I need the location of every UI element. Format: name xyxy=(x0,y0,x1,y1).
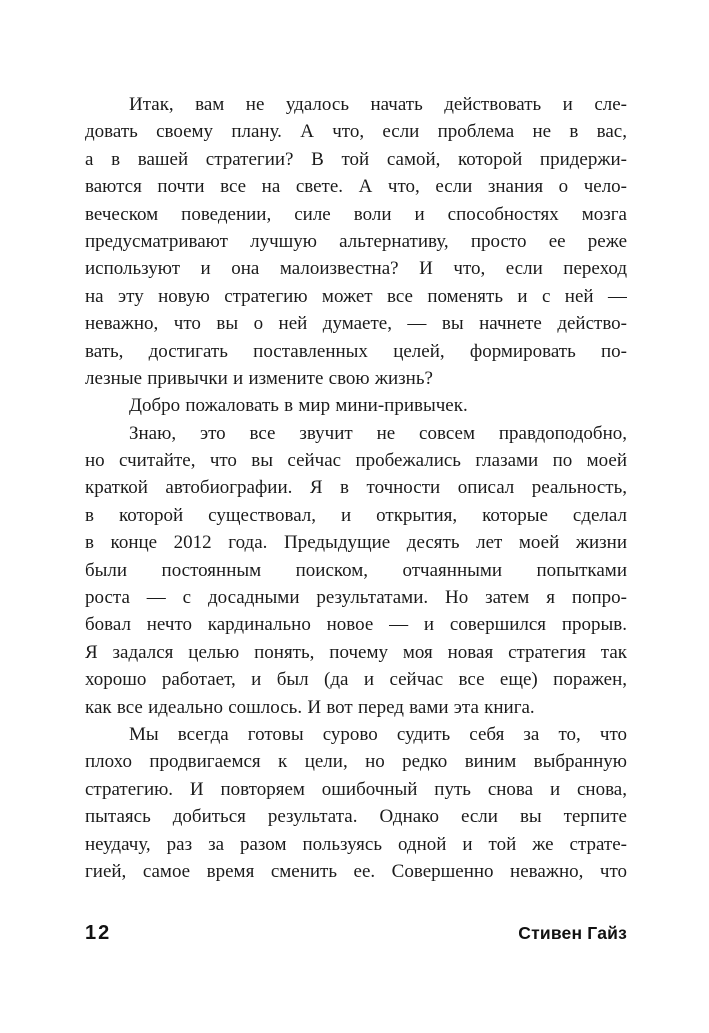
text-line: Добро пожаловать в мир мини-привычек. xyxy=(129,395,468,417)
text-line: веческом поведении, силе воли и способностях мозга xyxy=(85,203,627,225)
text-line: хорошо работает, и был (да и сейчас все еще) поражен, xyxy=(85,669,627,691)
text-line: предусматривают лучшую альтернативу, просто ее реже xyxy=(85,230,627,252)
text-line: Мы всегда готовы сурово судить себя за то, что xyxy=(129,723,627,745)
text-line: лезные привычки и измените свою жизнь? xyxy=(85,367,433,389)
text-line: роста — с досадными результатами. Но затем я попро- xyxy=(85,587,627,609)
text-line: Я задался целью понять, почему моя новая стратегия так xyxy=(85,641,627,663)
text-line: вать, достигать поставленных целей, формировать по- xyxy=(85,340,627,362)
text-line: Знаю, это все звучит не совсем правдоподобно, xyxy=(129,422,627,444)
text-line: ваются почти все на свете. А что, если знания о чело- xyxy=(85,176,627,198)
page-text xyxy=(85,91,627,885)
page-footer xyxy=(85,922,627,945)
text-line: Итак, вам не удалось начать действовать и сле- xyxy=(129,94,627,115)
running-title-author: Стивен Гайз xyxy=(518,923,627,943)
paragraph xyxy=(85,721,627,885)
text-line: на эту новую стратегию может все поменять и с ней — xyxy=(85,285,627,307)
page-number: 12 xyxy=(85,922,112,944)
text-line: гией, самое время сменить ее. Совершенно неважно, что xyxy=(85,860,627,882)
text-line: неважно, что вы о ней думаете, — вы начнете действо- xyxy=(85,313,627,335)
text-line: довать своему плану. А что, если проблема не в вас, xyxy=(85,121,627,143)
text-line: но считайте, что вы сейчас пробежались глазами по моей xyxy=(85,450,627,472)
text-line: как все идеально сошлось. И вот перед вами эта книга. xyxy=(85,696,535,718)
text-line: были постоянным поиском, отчаянными попытками xyxy=(85,559,627,581)
text-line: пытаясь добиться результата. Однако если вы терпите xyxy=(85,806,627,828)
text-line: неудачу, раз за разом пользуясь одной и той же страте- xyxy=(85,833,627,855)
text-line: бовал нечто кардинально новое — и совершился прорыв. xyxy=(85,614,627,636)
text-line: используют и она малоизвестна? И что, если переход xyxy=(85,258,627,280)
text-line: в конце 2012 года. Предыдущие десять лет моей жизни xyxy=(85,532,627,554)
paragraph xyxy=(85,91,627,392)
paragraph xyxy=(85,420,627,721)
text-line: а в вашей стратегии? В той самой, которой придержи- xyxy=(85,148,627,170)
text-line: стратегию. И повторяем ошибочный путь снова и снова, xyxy=(85,778,627,800)
text-line: краткой автобиографии. Я в точности описал реальность, xyxy=(85,477,627,499)
text-line: в которой существовал, и открытия, которые сделал xyxy=(85,504,627,526)
paragraph xyxy=(85,392,627,419)
text-line: плохо продвигаемся к цели, но редко виним выбранную xyxy=(85,751,627,773)
